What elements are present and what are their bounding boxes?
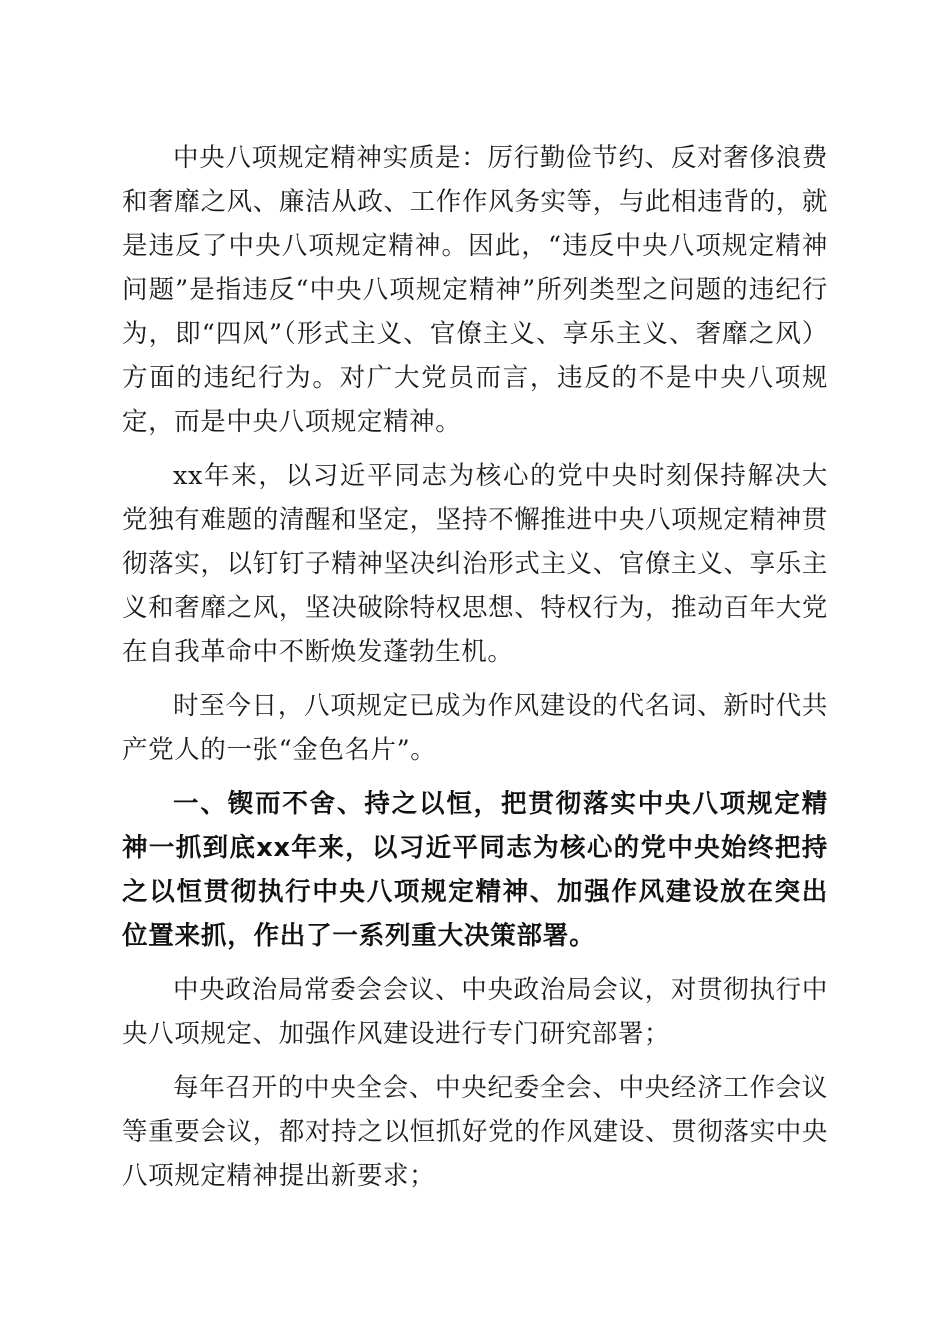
document-body — [122, 136, 828, 1208]
paragraph-golden-card: 时至今日，八项规定已成为作风建设的代名词、新时代共产党人的一张“金色名片”。 — [122, 691, 828, 765]
paragraph-xx-years: xx年来，以习近平同志为核心的党中央时刻保持解决大党独有难题的清醒和坚定，坚持不懈推进中央八项规定精神贯彻落实，以钉钉子精神坚决纠治形式主义、官僚主义、享乐主义和奢靡之风，坚决破除特权思想、特权行为，推动百年大党在自我革命中不断焕发蓬勃生机。 — [122, 461, 828, 667]
paragraph-annual-plenums: 每年召开的中央全会、中央纪委全会、中央经济工作会议等重要会议，都对持之以恒抓好党的作风建设、贯彻落实中央八项规定精神提出新要求； — [122, 1073, 828, 1191]
section-heading-one: 一、锲而不舍、持之以恒，把贯彻落实中央八项规定精神一抓到底xx年来，以习近平同志为核心的党中央始终把持之以恒贯彻执行中央八项规定精神、加强作风建设放在突出位置来抓，作出了一系列重大决策部署。 — [122, 789, 828, 951]
paragraph-eight-rules-essence: 中央八项规定精神实质是：厉行勤俭节约、反对奢侈浪费和奢靡之风、廉洁从政、工作作风务实等，与此相违背的，就是违反了中央八项规定精神。因此，“违反中央八项规定精神问题”是指违反“中央八项规定精神”所列类型之问题的违纪行为，即“四风”（形式主义、官僚主义、享乐主义、奢靡之风）方面的违纪行为。对广大党员而言，违反的不是中央八项规定，而是中央八项规定精神。 — [122, 143, 828, 437]
paragraph-politburo-meetings: 中央政治局常委会会议、中央政治局会议，对贯彻执行中央八项规定、加强作风建设进行专门研究部署； — [122, 975, 828, 1049]
